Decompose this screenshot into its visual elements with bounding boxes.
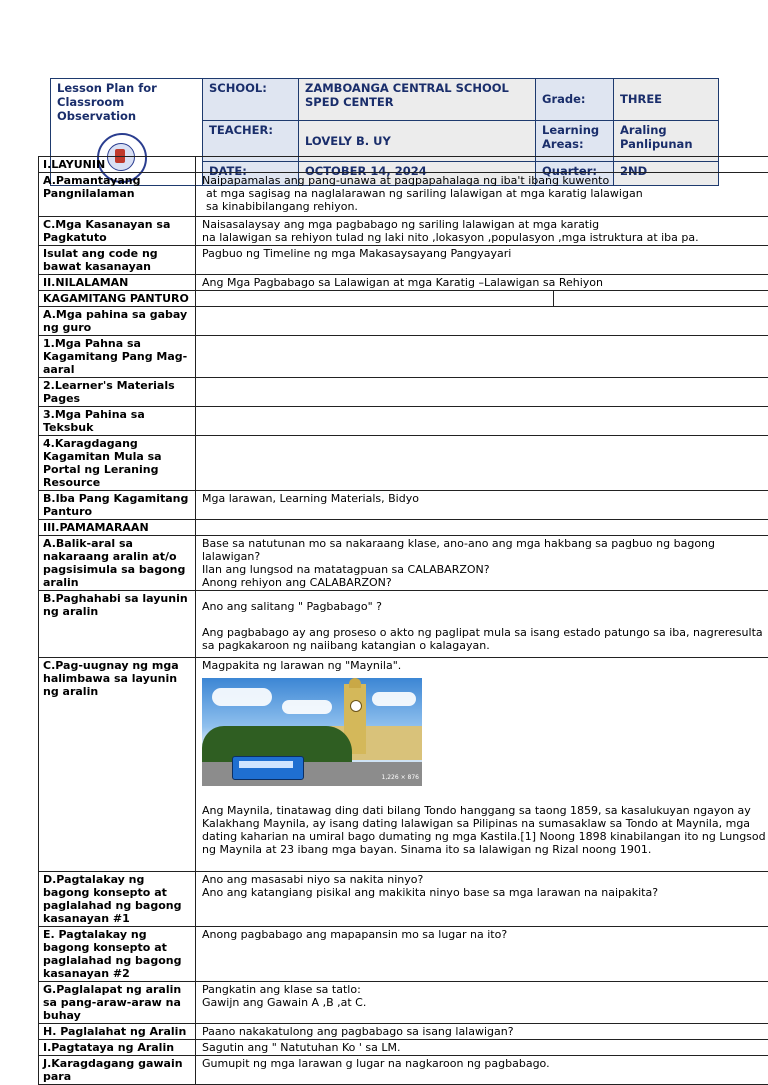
balik-value bbox=[196, 536, 768, 591]
pag-uugnay-value bbox=[196, 658, 768, 872]
kasanayan-line: na lalawigan sa rehiyon tulad ng laki nito ,lokasyon ,populasyon ,mga istruktura at iba pa. bbox=[202, 231, 766, 244]
balik-line: Base sa natutunan mo sa nakaraang klase, ano-ano ang mga hakbang sa pagbuo ng bagong lalawigan? bbox=[202, 537, 766, 563]
photo-watermark: 1,226 × 876 bbox=[382, 771, 419, 784]
date-label: DATE: bbox=[203, 162, 299, 186]
paghahabi-question: Ano ang salitang " Pagbabago" ? bbox=[202, 600, 766, 613]
e-label: E. Pagtalakay ng bagong konsepto at paglalahad ng bagong kasanayan #2 bbox=[39, 927, 196, 982]
pamantayang-label: A.Pamantayang Pangnilalaman bbox=[39, 173, 196, 217]
kagamitang-empty-1 bbox=[196, 291, 554, 307]
learners-empty bbox=[196, 378, 768, 407]
nilalaman-value: Ang Mga Pagbabago sa Lalawigan at mga Karatig –Lalawigan sa Rehiyon bbox=[196, 275, 768, 291]
learning-areas-label: Learning Areas: bbox=[536, 120, 614, 162]
iba-value: Mga larawan, Learning Materials, Bidyo bbox=[196, 491, 768, 520]
teksbuk-empty bbox=[196, 407, 768, 436]
pag-uugnay-label: C.Pag-uugnay ng mga halimbawa sa layunin ng aralin bbox=[39, 658, 196, 872]
kasanayan-line: Naisasalaysay ang mga pagbabago ng sariling lalawigan at mga karatig bbox=[202, 218, 766, 231]
nilalaman-label: II.NILALAMAN bbox=[39, 275, 196, 291]
d-line: Ano ang masasabi niyo sa nakita ninyo? bbox=[202, 873, 766, 886]
teksbuk-label: 3.Mga Pahina sa Teksbuk bbox=[39, 407, 196, 436]
iba-label: B.Iba Pang Kagamitang Panturo bbox=[39, 491, 196, 520]
paghahabi-line: sa pagkakaroon ng naiibang katangian o kalagayan. bbox=[202, 639, 766, 652]
balik-label: A.Balik-aral sa nakaraang aralin at/o pagsisimula sa bagong aralin bbox=[39, 536, 196, 591]
lesson-plan-title: Lesson Plan for Classroom Observation bbox=[57, 81, 196, 123]
quarter-label: Quarter: bbox=[536, 162, 614, 186]
maynila-line: Ang Maynila, tinatawag ding dati bilang Tondo hanggang sa taong 1859, sa kasalukuyan ngayon ay bbox=[202, 804, 766, 817]
g-line: Pangkatin ang klase sa tatlo: bbox=[202, 983, 766, 996]
code-label: Isulat ang code ng bawat kasanayan bbox=[39, 246, 196, 275]
e-value: Anong pagbabago ang mapapansin mo sa lugar na ito? bbox=[196, 927, 768, 982]
i-label: I.Pagtataya ng Aralin bbox=[39, 1040, 196, 1056]
learners-label: 2.Learner's Materials Pages bbox=[39, 378, 196, 407]
maynila-line: Kalakhang Maynila, ay isang dating lalawigan sa Pilipinas na sumasaklaw sa Tondo at Maynila, mga bbox=[202, 817, 766, 830]
g-value bbox=[196, 982, 768, 1024]
maynila-line: ng Maynila at 23 ibang mga bayan. Sinama ito sa lalawigan ng Rizal noong 1901. bbox=[202, 843, 766, 856]
paghahabi-label: B.Paghahabi sa layunin ng aralin bbox=[39, 591, 196, 658]
paghahabi-line: Ang pagbabago ay ang proseso o akto ng paglipat mula sa isang estado patungo sa iba, nagreresulta bbox=[202, 626, 766, 639]
maynila-photo bbox=[202, 678, 422, 786]
gabay-label: A.Mga pahina sa gabay ng guro bbox=[39, 307, 196, 336]
i-value: Sagutin ang " Natutuhan Ko ' sa LM. bbox=[196, 1040, 768, 1056]
kasanayan-value bbox=[196, 217, 768, 246]
learning-areas-value: Araling Panlipunan bbox=[614, 120, 719, 162]
h-value: Paano nakakatulong ang pagbabago sa isang lalawigan? bbox=[196, 1024, 768, 1040]
h-label: H. Paglalahat ng Aralin bbox=[39, 1024, 196, 1040]
gabay-empty bbox=[196, 307, 768, 336]
kagamitang-empty-2 bbox=[554, 291, 768, 307]
grade-value: THREE bbox=[614, 79, 719, 121]
layunin-heading: I.LAYUNIN bbox=[39, 157, 196, 173]
d-value bbox=[196, 872, 768, 927]
d-line: Ano ang katangiang pisikal ang makikita ninyo base sa mga larawan na naipakita? bbox=[202, 886, 766, 899]
j-label: J.Karagdagang gawain para bbox=[39, 1056, 196, 1085]
karagdagang-empty bbox=[196, 436, 768, 491]
j-value: Gumupit ng mga larawan g lugar na nagkaroon ng pagbabago. bbox=[196, 1056, 768, 1085]
paghahabi-value bbox=[196, 591, 768, 658]
pamantayang-line: sa kinabibilangang rehiyon. bbox=[202, 200, 766, 213]
pahna-label: 1.Mga Pahna sa Kagamitang Pang Mag-aaral bbox=[39, 336, 196, 378]
g-line: Gawijn ang Gawain A ,B ,at C. bbox=[202, 996, 766, 1009]
pahna-empty bbox=[196, 336, 768, 378]
maynila-line: dating kaharian na umiral bago dumating ng mga Kastila.[1] Noong 1898 kinabilangan ito ng Lungsod bbox=[202, 830, 766, 843]
kasanayan-label: C.Mga Kasanayan sa Pagkatuto bbox=[39, 217, 196, 246]
grade-label: Grade: bbox=[536, 79, 614, 121]
karagdagang-label: 4.Karagdagang Kagamitan Mula sa Portal ng Leraning Resource bbox=[39, 436, 196, 491]
school-label: SCHOOL: bbox=[203, 79, 299, 121]
code-value: Pagbuo ng Timeline ng mga Makasaysayang Pangyayari bbox=[196, 246, 768, 275]
pag-uugnay-intro: Magpakita ng larawan ng "Maynila". bbox=[202, 659, 766, 672]
pamantayang-line: at mga sagisag na naglalarawan ng sariling lalawigan at mga karatig lalawigan bbox=[202, 187, 766, 200]
school-value: ZAMBOANGA CENTRAL SCHOOL SPED CENTER bbox=[299, 79, 536, 121]
kagamitang-label: KAGAMITANG PANTURO bbox=[39, 291, 196, 307]
pamamaraan-empty bbox=[196, 520, 768, 536]
balik-line: Anong rehiyon ang CALABARZON? bbox=[202, 576, 766, 589]
date-value: OCTOBER 14, 2024 bbox=[299, 162, 536, 186]
teacher-value: LOVELY B. UY bbox=[299, 120, 536, 162]
pamantayang-line: Naipapamalas ang pang-unawa at pagpapahalaga ng iba't ibang kuwento bbox=[202, 174, 766, 187]
g-label: G.Paglalapat ng aralin sa pang-araw-araw na buhay bbox=[39, 982, 196, 1024]
d-label: D.Pagtalakay ng bagong konsepto at paglalahad ng bagong kasanayan #1 bbox=[39, 872, 196, 927]
pamantayang-value bbox=[196, 173, 768, 217]
quarter-value: 2ND bbox=[614, 162, 719, 186]
pamamaraan-label: III.PAMAMARAAN bbox=[39, 520, 196, 536]
lesson-plan-table bbox=[38, 156, 768, 1085]
jeepney-icon bbox=[232, 756, 304, 780]
balik-line: Ilan ang lungsod na matatagpuan sa CALABARZON? bbox=[202, 563, 766, 576]
teacher-label: TEACHER: bbox=[203, 120, 299, 162]
layunin-empty bbox=[196, 157, 768, 173]
